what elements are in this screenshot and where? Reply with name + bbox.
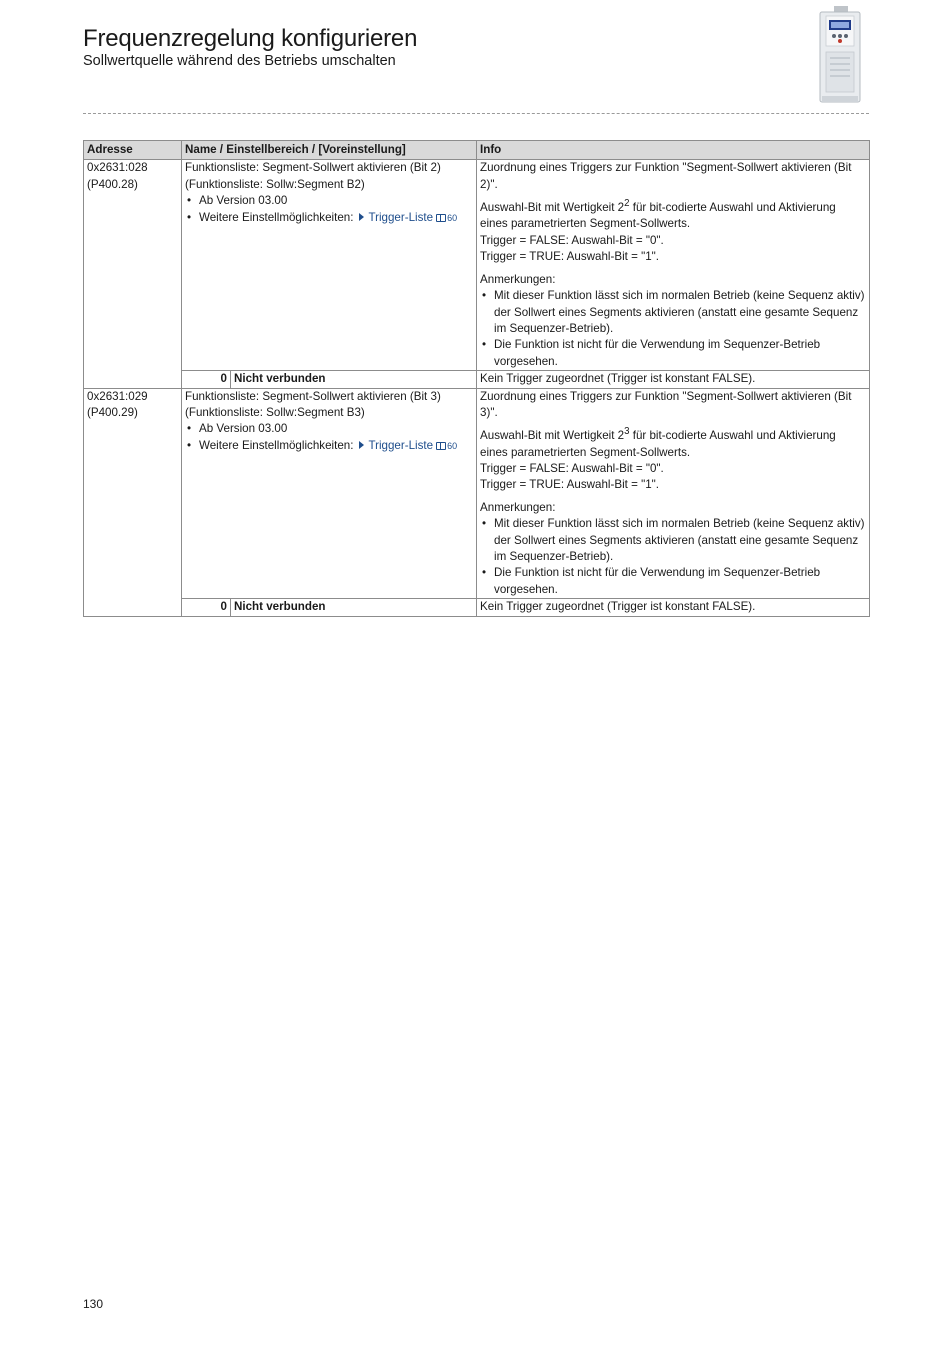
value-name: Nicht verbunden [231,371,477,388]
note-item: • Mit dieser Funktion lässt sich im normalen Betrieb (keine Sequenz aktiv) der Sollwert eines Segments aktivieren (anstatt eine gesamte Sequenz im Sequenzer-Betrieb). [480,516,866,565]
settings-label: Weitere Einstellmöglichkeiten: [199,210,354,224]
parameter-code: (P400.28) [87,177,138,191]
book-icon [436,442,446,450]
function-short-name: (Funktionsliste: Sollw:Segment B2) [185,177,365,191]
info-selection-rest: für bit-codierte Auswahl und Aktivierung eines parametrierten Segment-Sollwerts. [480,201,836,231]
column-header-info: Info [477,141,870,160]
info-selection-rest: für bit-codierte Auswahl und Aktivierung eines parametrierten Segment-Sollwerts. [480,429,836,459]
page-number: 130 [83,1297,104,1311]
triangle-right-icon [359,441,364,449]
value-row [84,599,870,616]
header-divider [83,113,869,114]
name-bullet-list [185,421,473,454]
info-selection-text: Auswahl-Bit mit Wertigkeit 2 [480,429,625,443]
info-cell [477,388,870,599]
settings-label: Weitere Einstellmöglichkeiten: [199,438,354,452]
note-item: • Mit dieser Funktion lässt sich im normalen Betrieb (keine Sequenz aktiv) der Sollwert eines Segments aktivieren (anstatt eine gesamte Sequenz im Sequenzer-Betrieb). [480,288,866,337]
page-reference[interactable]: 60 [447,212,458,223]
column-header-name: Name / Einstellbereich / [Voreinstellung] [182,141,477,160]
version-bullet: • Ab Version 03.00 [185,193,473,209]
name-cell [182,160,477,371]
value-info: Kein Trigger zugeordnet (Trigger ist konstant FALSE). [477,599,870,616]
address-code: 0x2631:029 [87,389,148,403]
notes-title: Anmerkungen: [480,500,556,514]
trigger-list-link[interactable]: Trigger-Liste [368,210,434,224]
book-icon [436,214,446,222]
settings-bullet [185,210,473,226]
info-assignment: Zuordnung eines Triggers zur Funktion "Segment-Sollwert aktivieren (Bit 2)". [480,161,852,191]
info-selection-text: Auswahl-Bit mit Wertigkeit 2 [480,201,625,215]
function-name: Funktionsliste: Segment-Sollwert aktivieren (Bit 3) [185,389,441,403]
frequency-inverter-image [812,6,868,106]
parameter-table [83,140,870,617]
info-exponent: 2 [624,198,630,210]
value-number: 0 [182,599,231,616]
info-exponent: 3 [624,426,630,438]
value-number: 0 [182,371,231,388]
notes-list [480,288,866,370]
info-selection-bit [480,424,866,461]
trigger-list-link[interactable]: Trigger-Liste [368,438,434,452]
settings-bullet [185,438,473,454]
info-assignment: Zuordnung eines Triggers zur Funktion "Segment-Sollwert aktivieren (Bit 3)". [480,389,852,419]
version-bullet: • Ab Version 03.00 [185,421,473,437]
info-cell [477,160,870,371]
name-bullet-list [185,193,473,226]
column-header-address: Adresse [84,141,182,160]
page-reference[interactable]: 60 [447,440,458,451]
parameter-code: (P400.29) [87,405,138,419]
info-trigger-true: Trigger = TRUE: Auswahl-Bit = "1". [480,250,659,264]
page-subtitle: Sollwertquelle während des Betriebs umschalten [83,53,396,69]
info-trigger-false: Trigger = FALSE: Auswahl-Bit = "0". [480,233,664,247]
note-item: • Die Funktion ist nicht für die Verwendung im Sequenzer-Betrieb vorgesehen. [480,565,866,598]
name-cell [182,388,477,599]
notes-list [480,516,866,598]
triangle-right-icon [359,213,364,221]
function-short-name: (Funktionsliste: Sollw:Segment B3) [185,405,365,419]
page-title: Frequenzregelung konfigurieren [83,25,418,52]
table-header-row [84,141,870,160]
value-info: Kein Trigger zugeordnet (Trigger ist konstant FALSE). [477,371,870,388]
info-trigger-false: Trigger = FALSE: Auswahl-Bit = "0". [480,462,664,476]
info-trigger-true: Trigger = TRUE: Auswahl-Bit = "1". [480,478,659,492]
function-name: Funktionsliste: Segment-Sollwert aktivieren (Bit 2) [185,161,441,175]
address-code: 0x2631:028 [87,161,148,175]
value-name: Nicht verbunden [231,599,477,616]
notes-title: Anmerkungen: [480,272,556,286]
table-row [84,388,870,599]
value-row [84,371,870,388]
address-cell [84,160,182,388]
info-selection-bit [480,196,866,233]
address-cell [84,388,182,616]
note-item: • Die Funktion ist nicht für die Verwendung im Sequenzer-Betrieb vorgesehen. [480,337,866,370]
table-row [84,160,870,371]
